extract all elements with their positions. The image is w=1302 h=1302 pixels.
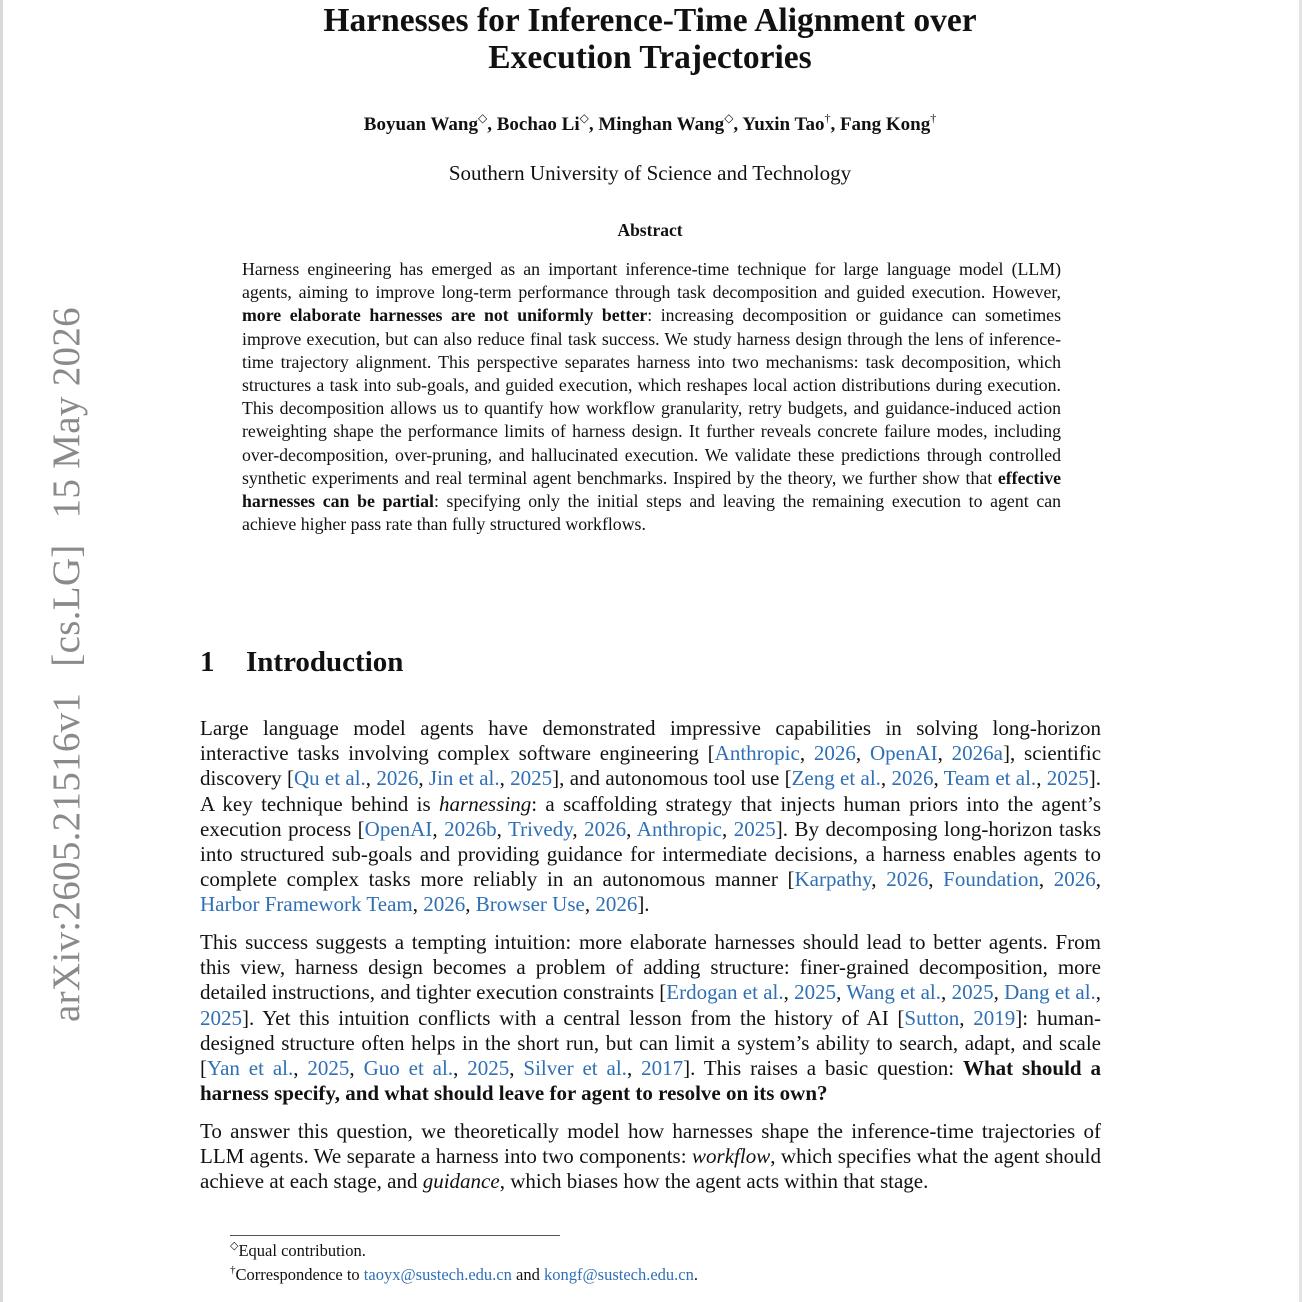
text-run: , bbox=[465, 892, 476, 917]
citation-link[interactable]: 2025 bbox=[733, 816, 776, 841]
text-run: : a scaffolding strategy that injects human priors into the agent’s execution process [ bbox=[200, 791, 1102, 841]
arxiv-date: 15 May 2026 bbox=[45, 307, 88, 519]
text-run: , bbox=[453, 1056, 468, 1081]
arxiv-side-stamp bbox=[44, 307, 89, 1022]
paper-title bbox=[150, 2, 1150, 76]
author-affiliation-mark: † bbox=[824, 111, 831, 125]
citation-link[interactable]: 2025 bbox=[200, 1005, 242, 1030]
introduction-body bbox=[200, 716, 1101, 1207]
citation-link[interactable]: Karpathy bbox=[794, 867, 872, 892]
text-run: , bbox=[1095, 980, 1102, 1005]
text-run: : increasing decomposition or guidance can sometimes improve execution, but can also reduce final task success. We study harness design through the lens of inference-time trajectory alignment. This perspective separates harness into two mechanisms: task decomposition, which structures a task into sub-goals, and guided execution, which reshapes local action distributions during execution. This decomposition allows us to quantify how workflow granularity, retry budgets, and guidance-induced action reweighting shape the performance limits of harness design. It further reveals concrete failure modes, including over-decomposition, over-pruning, and hallucinated execution. We validate these predictions through controlled synthetic experiments and real terminal agent benchmarks. Inspired by the theory, we further show that bbox=[242, 305, 1061, 488]
citation-link[interactable]: Browser Use bbox=[475, 892, 585, 917]
text-run: , bbox=[412, 892, 424, 917]
abstract-heading: Abstract bbox=[617, 220, 683, 240]
citation-link[interactable]: 2026 bbox=[376, 766, 419, 791]
text-run: , bbox=[721, 816, 734, 841]
text-run: , bbox=[626, 816, 637, 841]
author-affiliation-mark: † bbox=[930, 111, 937, 125]
body-paragraph bbox=[200, 716, 1101, 918]
body-paragraph bbox=[200, 930, 1101, 1106]
abstract-paragraph bbox=[242, 258, 1061, 536]
citation-link[interactable]: Harbor Framework Team bbox=[200, 892, 413, 917]
text-run: , bbox=[928, 867, 944, 892]
footnote-equal-text: Equal contribution. bbox=[238, 1241, 366, 1260]
text-run: , bbox=[783, 980, 795, 1005]
emphasis-text: harnessing bbox=[439, 791, 532, 816]
email-link-kongf[interactable]: kongf@sustech.edu.cn bbox=[543, 1265, 694, 1284]
text-run: , bbox=[993, 980, 1005, 1005]
text-run: , bbox=[626, 1056, 642, 1081]
text-run: , bbox=[1095, 867, 1102, 892]
text-run: ]. This raises a basic question: bbox=[683, 1056, 963, 1081]
text-run: , bbox=[584, 892, 596, 917]
bold-text: What should a harness specify, and what should leave for agent to resolve on its own? bbox=[200, 1056, 1102, 1106]
citation-link[interactable]: OpenAI bbox=[364, 816, 433, 841]
citation-link[interactable]: 2019 bbox=[973, 1005, 1016, 1030]
text-run: This success suggests a tempting intuition: more elaborate harnesses should lead to better agents. From this view, harness design becomes a problem of adding structure: finer-grained decomposition, more detailed instructions, and tighter execution constraints [ bbox=[200, 930, 1101, 1005]
footnote-corr-prefix: Correspondence to bbox=[235, 1265, 364, 1284]
text-run: ]. bbox=[637, 892, 650, 917]
bold-text: more elaborate harnesses are not uniformly better bbox=[242, 305, 648, 326]
footnote-corr-joiner: and bbox=[511, 1265, 544, 1284]
citation-link[interactable]: 2025 bbox=[307, 1056, 350, 1081]
text-run: , bbox=[349, 1056, 364, 1081]
text-run: ], and autonomous tool use [ bbox=[552, 766, 792, 791]
text-run: , bbox=[959, 1005, 974, 1030]
citation-link[interactable]: Sutton bbox=[904, 1005, 960, 1030]
author-name: Boyuan Wang bbox=[363, 114, 478, 135]
arxiv-category: [cs.LG] bbox=[45, 544, 88, 667]
citation-link[interactable]: 2026b bbox=[444, 816, 497, 841]
text-run: ]. By decomposing long-horizon tasks into structured sub-goals and providing guidance for intermediate decisions, a harness enables agents to complete complex tasks more reliably in an autonomous manner [ bbox=[200, 816, 1102, 892]
footnotes bbox=[230, 1239, 930, 1287]
text-run: , bbox=[941, 980, 952, 1005]
citation-link[interactable]: Wang et al. bbox=[846, 980, 941, 1005]
footnote-mark-diamond: ◇ bbox=[230, 1240, 239, 1252]
footnote-equal-contribution bbox=[230, 1239, 930, 1263]
text-run: , bbox=[499, 766, 511, 791]
text-run: , bbox=[799, 741, 814, 766]
emphasis-text: guidance bbox=[422, 1169, 500, 1194]
author-separator: , bbox=[733, 114, 743, 135]
section-heading bbox=[200, 644, 403, 680]
citation-link[interactable]: 2026 bbox=[595, 892, 638, 917]
citation-link[interactable]: Zeng et al. bbox=[791, 766, 881, 791]
text-run: , bbox=[1036, 766, 1047, 791]
bold-text: effective harnesses can be partial bbox=[242, 467, 1061, 512]
footnote-corr-suffix: . bbox=[693, 1265, 698, 1284]
author-separator: , bbox=[588, 114, 599, 135]
citation-link[interactable]: 2025 bbox=[794, 980, 837, 1005]
author-affiliation-mark: ◇ bbox=[478, 111, 488, 125]
text-run: ], scientific discovery [ bbox=[200, 741, 1102, 791]
citation-link[interactable]: 2025 bbox=[1046, 766, 1089, 791]
text-run: , bbox=[572, 816, 585, 841]
citation-link[interactable]: 2026 bbox=[423, 892, 466, 917]
footnote-mark-dagger: † bbox=[230, 1264, 236, 1276]
section-number: 1 bbox=[200, 646, 215, 678]
author-name: Minghan Wang bbox=[598, 114, 725, 135]
citation-link[interactable]: Silver et al. bbox=[523, 1056, 627, 1081]
text-run: , bbox=[836, 980, 847, 1005]
emphasis-text: workflow bbox=[692, 1144, 771, 1169]
affiliation: Southern University of Science and Technology bbox=[448, 161, 852, 185]
text-run: , bbox=[871, 867, 887, 892]
citation-link[interactable]: Qu et al. bbox=[293, 766, 366, 791]
text-run: , bbox=[855, 741, 870, 766]
author-separator: , bbox=[830, 114, 840, 135]
footnote-correspondence bbox=[230, 1263, 930, 1287]
citation-link[interactable]: Team et al. bbox=[943, 766, 1037, 791]
footnote-rule bbox=[230, 1235, 560, 1236]
citation-link[interactable]: Guo et al. bbox=[363, 1056, 454, 1081]
author-name: Yuxin Tao bbox=[742, 114, 825, 135]
citation-link[interactable]: 2025 bbox=[951, 980, 994, 1005]
citation-link[interactable]: Anthropic bbox=[714, 741, 800, 766]
citation-link[interactable]: Anthropic bbox=[636, 816, 722, 841]
page-edge-left bbox=[0, 0, 3, 1302]
body-paragraph bbox=[200, 1119, 1101, 1195]
text-run: , which biases how the agent acts within that stage. bbox=[499, 1169, 929, 1194]
text-run: , bbox=[509, 1056, 524, 1081]
text-run: ]: human-designed structure often helps in the short run, but can limit a system’s ability to search, adapt, and scale [ bbox=[200, 1005, 1101, 1081]
author-separator: , bbox=[487, 114, 497, 135]
citation-link[interactable]: 2026 bbox=[813, 741, 856, 766]
text-run: , bbox=[418, 766, 429, 791]
citation-link[interactable]: Trivedy bbox=[508, 816, 573, 841]
author-name: Bochao Li bbox=[496, 114, 580, 135]
text-run: , which specifies what the agent should achieve at each stage, and bbox=[200, 1144, 1101, 1194]
citation-link[interactable]: 2025 bbox=[510, 766, 553, 791]
citation-link[interactable]: 2017 bbox=[641, 1056, 684, 1081]
citation-link[interactable]: Erdogan et al. bbox=[666, 980, 784, 1005]
text-run: To answer this question, we theoretically model how harnesses shape the inference-time trajectories of LLM agents. We separate a harness into two components: bbox=[200, 1118, 1101, 1169]
text-run: Large language model agents have demonstrated impressive capabilities in solving long-horizon interactive tasks involving complex software engineering [ bbox=[200, 716, 1101, 766]
text-run: , bbox=[880, 766, 892, 791]
citation-link[interactable]: 2026 bbox=[886, 867, 929, 892]
text-run: , bbox=[496, 816, 508, 841]
text-run: , bbox=[1038, 867, 1054, 892]
text-run: , bbox=[933, 766, 944, 791]
citation-link[interactable]: 2026 bbox=[891, 766, 934, 791]
citation-link[interactable]: Yan et al. bbox=[207, 1056, 294, 1081]
arxiv-id[interactable]: arXiv:2605.21516v1 bbox=[45, 692, 88, 1022]
citation-link[interactable]: Jin et al. bbox=[428, 766, 500, 791]
author-affiliation-mark: ◇ bbox=[724, 111, 734, 125]
text-run: , bbox=[937, 741, 952, 766]
abstract-body bbox=[242, 258, 1061, 536]
citation-link[interactable]: 2025 bbox=[467, 1056, 510, 1081]
citation-link[interactable]: 2026a bbox=[951, 741, 1003, 766]
section-title: Introduction bbox=[246, 646, 404, 678]
text-run: ]. A key technique behind is bbox=[200, 766, 1101, 816]
text-run: ]. Yet this intuition conflicts with a central lesson from the history of AI [ bbox=[242, 1005, 905, 1030]
citation-link[interactable]: 2026 bbox=[584, 816, 627, 841]
text-run: , bbox=[293, 1056, 308, 1081]
citation-link[interactable]: OpenAI bbox=[869, 741, 938, 766]
citation-link[interactable]: 2026 bbox=[1053, 867, 1096, 892]
author-affiliation-mark: ◇ bbox=[579, 111, 589, 125]
text-run: , bbox=[365, 766, 377, 791]
paper-title-line-2: Execution Trajectories bbox=[488, 39, 812, 76]
paper-title-line-1: Harnesses for Inference-Time Alignment over bbox=[323, 2, 977, 39]
author-name: Fang Kong bbox=[839, 114, 931, 135]
email-link-taoyx[interactable]: taoyx@sustech.edu.cn bbox=[363, 1265, 512, 1284]
citation-link[interactable]: Foundation bbox=[943, 867, 1039, 892]
author-list bbox=[150, 113, 1150, 137]
text-run: Harness engineering has emerged as an important inference-time technique for large language model (LLM) agents, aiming to improve long-term performance through task decomposition and guided execution. However, bbox=[242, 259, 1061, 303]
text-run: , bbox=[432, 816, 445, 841]
text-run: : specifying only the initial steps and leaving the remaining execution to agent can achieve higher pass rate than fully structured workflows. bbox=[242, 491, 1061, 535]
citation-link[interactable]: Dang et al. bbox=[1004, 980, 1096, 1005]
